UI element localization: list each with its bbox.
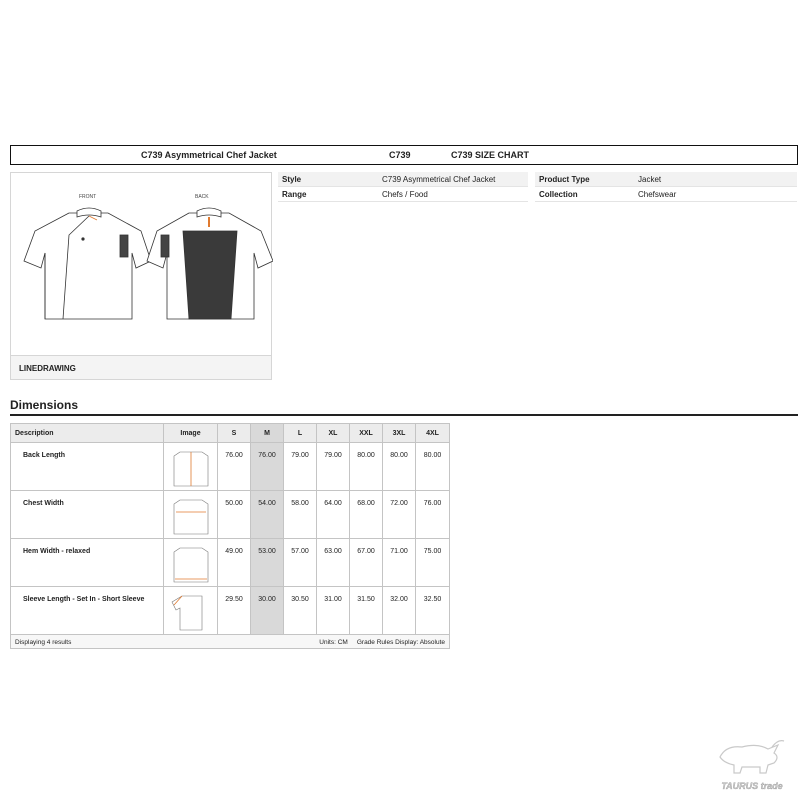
info-value: C739 Asymmetrical Chef Jacket	[382, 174, 496, 184]
size-value: 80.00	[350, 443, 383, 491]
row-description: Hem Width - relaxed	[11, 539, 164, 587]
col-header-size: XL	[317, 424, 350, 443]
size-value: 31.00	[317, 587, 350, 635]
col-header-size: M	[251, 424, 284, 443]
col-header-size: L	[284, 424, 317, 443]
size-value: 79.00	[317, 443, 350, 491]
header-chart-title: C739 SIZE CHART	[451, 150, 530, 160]
size-value: 76.00	[218, 443, 251, 491]
size-value: 76.00	[251, 443, 284, 491]
col-header-size: S	[218, 424, 251, 443]
info-key: Collection	[539, 189, 578, 199]
product-info-table	[535, 172, 797, 202]
row-description: Sleeve Length - Set In - Short Sleeve	[11, 587, 164, 635]
table-row	[11, 491, 450, 539]
size-value: 53.00	[251, 539, 284, 587]
line-drawing-panel	[10, 172, 272, 380]
jacket-thumbnail-icon	[170, 590, 212, 632]
size-value: 50.00	[218, 491, 251, 539]
table-footer-row	[11, 635, 450, 649]
info-row-style	[278, 172, 528, 187]
size-value: 80.00	[416, 443, 450, 491]
size-value: 63.00	[317, 539, 350, 587]
size-value: 30.50	[284, 587, 317, 635]
front-label: FRONT	[79, 194, 97, 200]
size-value: 76.00	[416, 491, 450, 539]
back-label: BACK	[195, 194, 209, 200]
size-value: 30.00	[251, 587, 284, 635]
back-jacket-drawing	[147, 208, 273, 319]
measurement-thumbnail	[164, 443, 218, 491]
table-row	[11, 539, 450, 587]
size-value: 31.50	[350, 587, 383, 635]
jacket-thumbnail-icon	[170, 542, 212, 584]
size-value: 79.00	[284, 443, 317, 491]
col-header-size: 4XL	[416, 424, 450, 443]
header-code: C739	[389, 150, 411, 160]
table-header-row	[11, 424, 450, 443]
measurement-thumbnail	[164, 539, 218, 587]
jacket-thumbnail-icon	[170, 446, 212, 488]
table-row	[11, 443, 450, 491]
results-count: Displaying 4 results	[15, 639, 72, 646]
size-value: 64.00	[317, 491, 350, 539]
size-chart-header	[10, 145, 798, 165]
col-header-size: XXL	[350, 424, 383, 443]
size-value: 68.00	[350, 491, 383, 539]
size-value: 54.00	[251, 491, 284, 539]
logo-text: TAURUS trade	[721, 781, 783, 791]
bull-icon	[720, 741, 784, 773]
size-value: 49.00	[218, 539, 251, 587]
size-value: 75.00	[416, 539, 450, 587]
style-info-table	[278, 172, 528, 202]
size-value: 32.00	[383, 587, 416, 635]
col-header-description: Description	[11, 424, 164, 443]
info-row-product-type	[535, 172, 797, 187]
measurement-thumbnail	[164, 587, 218, 635]
front-jacket-drawing	[24, 208, 151, 319]
header-title: C739 Asymmetrical Chef Jacket	[141, 150, 277, 160]
col-header-size: 3XL	[383, 424, 416, 443]
info-key: Range	[282, 189, 307, 199]
size-value: 29.50	[218, 587, 251, 635]
jacket-thumbnail-icon	[170, 494, 212, 536]
info-key: Product Type	[539, 174, 590, 184]
jacket-line-drawing	[11, 173, 273, 357]
taurus-trade-logo	[712, 735, 792, 793]
dimensions-title: Dimensions	[10, 398, 79, 412]
size-value: 32.50	[416, 587, 450, 635]
info-row-range	[278, 187, 528, 202]
measurement-thumbnail	[164, 491, 218, 539]
info-key: Style	[282, 174, 302, 184]
col-header-image: Image	[164, 424, 218, 443]
info-row-collection	[535, 187, 797, 202]
line-drawing-label: LINEDRAWING	[11, 355, 271, 379]
info-value: Chefswear	[638, 189, 677, 199]
size-value: 71.00	[383, 539, 416, 587]
table-row	[11, 587, 450, 635]
row-description: Chest Width	[11, 491, 164, 539]
size-value: 67.00	[350, 539, 383, 587]
size-value: 58.00	[284, 491, 317, 539]
size-value: 80.00	[383, 443, 416, 491]
row-description: Back Length	[11, 443, 164, 491]
info-value: Chefs / Food	[382, 189, 428, 199]
size-value: 57.00	[284, 539, 317, 587]
info-value: Jacket	[638, 174, 662, 184]
grade-rules-label: Grade Rules Display: Absolute	[356, 639, 445, 646]
dimensions-divider	[10, 414, 798, 416]
units-label: Units: CM	[319, 639, 348, 646]
table-footer	[11, 635, 450, 649]
dimensions-table	[10, 423, 450, 649]
size-value: 72.00	[383, 491, 416, 539]
